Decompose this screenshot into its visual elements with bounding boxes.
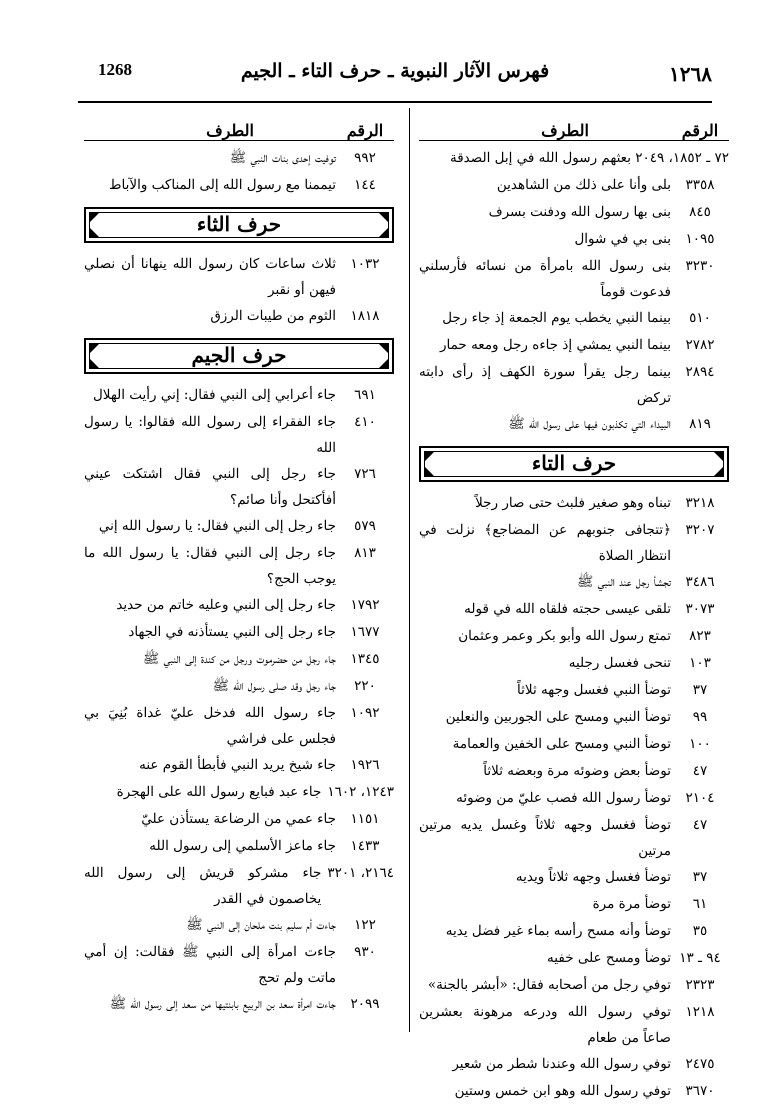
entry-text: توفي رسول الله ودرعه مرهونة بعشرين صاعاً من طعام: [419, 1004, 671, 1046]
entry-text: تلقى عيسى حجته فلقاه الله في قوله: [464, 601, 671, 617]
index-entry: [419, 650, 729, 677]
entry-text: توضأ وأنه مسح رأسه بماء غير فضل يديه: [445, 923, 671, 939]
index-entry: [419, 999, 729, 1051]
entry-number: ٩٩: [692, 709, 708, 725]
entry-text: تجشأ رجل عند النبي ﷺ: [577, 574, 671, 590]
entry-number: ٣٦٧٠: [685, 1083, 715, 1099]
header-rule: [78, 101, 712, 103]
index-entry: [419, 596, 729, 623]
section-title: حرف الثاء: [196, 212, 282, 236]
entry-text: ثلاث ساعات كان رسول الله ينهانا أن نصلي فيهن أو نقبر: [84, 256, 336, 298]
section-title: حرف التاء: [531, 451, 617, 475]
entry-number: ٥٧٩: [354, 518, 376, 534]
entry-text: بلى وأنا على ذلك من الشاهدين: [496, 177, 671, 193]
entry-number: ٨٢٣: [689, 628, 711, 644]
entry-number: ٦٩١: [354, 387, 376, 403]
entry-text: جاء رجل إلى النبي فقال: يا رسول الله ما يوجب الحج؟: [84, 545, 336, 587]
entry-number: ٨٤٥: [689, 204, 711, 220]
index-entry: [84, 779, 394, 806]
entry-text: الثوم من طيبات الرزق: [210, 308, 336, 324]
entry-number: ٣٥: [692, 923, 708, 939]
entry-number: ٤٧: [692, 817, 708, 833]
index-entry: [419, 332, 729, 359]
entry-number: ٩٤ ـ ١٣: [679, 950, 721, 966]
entry-text: جاء رجل إلى النبي فقال: يا رسول الله إني: [98, 518, 336, 534]
entry-text: تبناه وهو صغير فلبث حتى صار رجلاً: [475, 495, 671, 511]
entry-number: ٢١٠٤: [685, 790, 715, 806]
entry-number: ١٠٣: [689, 655, 711, 671]
index-entry: [419, 517, 729, 569]
entry-number: ٢٨٩٤: [685, 364, 715, 380]
entry-number: ٢٣٢٣: [685, 977, 715, 993]
entry-text: جاء ماعز الأسلمي إلى رسول الله: [149, 838, 336, 854]
entry-number: ١٢٢: [354, 917, 376, 933]
index-entry: [84, 172, 394, 199]
entry-text: توفيت إحدى بنات النبي ﷺ: [229, 150, 336, 166]
entry-text: جاء رجل وقد صلى رسول الله ﷺ: [212, 678, 336, 694]
entry-text: جاءت أم سليم بنت ملحان إلى النبي ﷺ: [186, 917, 336, 933]
column-divider: [409, 108, 410, 1032]
index-entry: [84, 860, 394, 912]
section-heading-taa: [419, 446, 729, 482]
page-number-arabic: ١٢٦٨: [669, 62, 712, 86]
entry-number: ٢٤٧٥: [685, 1056, 715, 1072]
index-entry: [84, 461, 394, 513]
entry-text: بينما رجل يقرأ سورة الكهف إذ رأى دابته تركض: [419, 364, 671, 406]
entry-text: توفي رجل من أصحابه فقال: «أبشر بالجنة»: [427, 977, 671, 993]
index-entry: [419, 623, 729, 650]
entry-text: جاء رجل من حضرموت ورجل من كندة إلى النبي ﷺ: [142, 651, 336, 667]
entry-number: ٧٢٦: [354, 466, 376, 482]
index-entry: [84, 673, 394, 700]
entry-number: ٢٢٠: [354, 678, 376, 694]
index-entry: [419, 945, 729, 972]
entry-text: جاء شيخ يريد النبي فأبطأ القوم عنه: [139, 757, 336, 773]
entry-number: ١٤٣٣: [350, 838, 380, 854]
index-entry: [84, 991, 394, 1018]
index-entry: [84, 700, 394, 752]
entry-number: ١٨١٨: [350, 308, 380, 324]
index-entry: [84, 409, 394, 461]
entry-number: ٦١: [692, 896, 708, 912]
entry-number: ٤١٠: [354, 414, 376, 430]
entry-number: ١٠٠: [689, 736, 711, 752]
index-entry: [84, 646, 394, 673]
entry-number: ٣٧: [692, 869, 708, 885]
entry-text: ﴿تتجافى جنوبهم عن المضاجع﴾ نزلت في انتظار الصلاة: [419, 522, 671, 564]
index-entry: [419, 891, 729, 918]
entry-number: ١٤٤: [354, 177, 376, 193]
entry-text: توضأ ومسح على خفيه: [547, 950, 671, 966]
entry-text: توضأ فغسل وجهه ثلاثاً ويديه: [515, 869, 671, 885]
entry-number: ٩٩٢: [354, 150, 376, 166]
entry-text: توفي رسول الله وعندنا شطر من شعير: [452, 1056, 671, 1072]
entry-number: ٤٧: [692, 763, 708, 779]
index-entry: [419, 704, 729, 731]
entry-number: ١٢١٨: [685, 1004, 715, 1020]
entry-text: بينما النبي يمشي إذ جاءه رجل ومعه حمار: [440, 337, 671, 353]
index-entry: [84, 833, 394, 860]
entry-number: ٩٣٠: [354, 944, 376, 960]
section-title: حرف الجيم: [191, 343, 287, 367]
index-entry: [84, 382, 394, 409]
entry-text: جاء أعرابي إلى النبي فقال: إني رأيت الهلال: [93, 387, 336, 403]
index-entry: [84, 513, 394, 540]
entry-number: ١٠٩٥: [685, 231, 715, 247]
entry-text: جاءت امرأة سعد بن الربيع بابنتيها من سعد إلى رسول الله ﷺ: [109, 996, 336, 1012]
entry-number: ٣٢١٨: [685, 495, 715, 511]
entry-number: ٨١٩: [689, 416, 711, 432]
entry-text: جاء رجل إلى النبي فقال اشتكت عيني أفأكتحل وأنا صائم؟: [84, 466, 336, 508]
entry-number: ٢٧٨٢: [685, 337, 715, 353]
right-column: [419, 112, 729, 1105]
text-heading: الطرف: [206, 121, 254, 140]
index-entry: [419, 359, 729, 411]
index-entry: [419, 812, 729, 864]
entry-number: ٣٠٧٣: [685, 601, 715, 617]
entry-text: جاء عمي من الرضاعة يستأذن عليّ: [141, 811, 336, 827]
entry-text: بنى رسول الله بامرأة من نسائه فأرسلني فدعوت قوماً: [419, 258, 671, 300]
entry-text: البيداء التي تكذبون فيها على رسول الله ﷺ: [508, 416, 671, 432]
left-column: [84, 112, 394, 1018]
index-entry: [419, 677, 729, 704]
entry-number: ٥١٠: [689, 310, 711, 326]
page-number-latin: 1268: [98, 60, 132, 79]
index-entry: [84, 912, 394, 939]
index-entry: [419, 305, 729, 332]
entry-text: تيممنا مع رسول الله إلى المناكب والآباط: [109, 177, 336, 193]
page-header: [78, 56, 712, 96]
entry-text: جاء رجل إلى النبي يستأذنه في الجهاد: [128, 624, 336, 640]
index-entry: [84, 303, 394, 330]
entry-number: ١٠٩٢: [350, 705, 380, 721]
index-entry: [419, 1078, 729, 1105]
entry-text: جاءت امرأة إلى النبي ﷺ فقالت: إن أمي ماتت ولم تحج: [84, 944, 336, 986]
entry-number: ٣٢٠٧: [685, 522, 715, 538]
section-heading-thaa: [84, 207, 394, 243]
page-title: فهرس الآثار النبوية ـ حرف التاء ـ الجيم: [240, 60, 550, 82]
index-entry: [419, 758, 729, 785]
index-entry: [419, 918, 729, 945]
entry-number: ١٠٣٢: [350, 256, 380, 272]
index-entry: [84, 251, 394, 303]
entry-text: بنى بي في شوال: [574, 231, 671, 247]
entry-text: توضأ النبي ومسح على الخفين والعمامة: [452, 736, 671, 752]
entry-text: ٧٢ ـ ١٨٥٢، ٢٠٤٩ بعثهم رسول الله في إبل الصدقة: [449, 150, 729, 166]
entry-number: ٨١٣: [354, 545, 376, 561]
entry-text: توضأ النبي فغسل وجهه ثلاثاً: [517, 682, 671, 698]
index-list: [84, 251, 394, 330]
entry-text: توضأ فغسل وجهه ثلاثاً وغسل يديه مرتين مرتين: [419, 817, 671, 859]
index-entry: [419, 253, 729, 305]
index-entry: [419, 972, 729, 999]
index-entry: [84, 939, 394, 991]
index-entry: [84, 619, 394, 646]
index-entry: [84, 752, 394, 779]
index-entry: [419, 490, 729, 517]
column-header: [419, 112, 729, 141]
entry-text: جاء عبد فبايع رسول الله على الهجرة: [116, 784, 322, 800]
entry-number: ٢٠٩٩: [350, 996, 380, 1012]
index-entry: [84, 145, 394, 172]
index-entry: [419, 569, 729, 596]
index-entry: [84, 540, 394, 592]
text-heading: الطرف: [541, 121, 589, 140]
entry-number: ٣٧: [692, 682, 708, 698]
entry-number: ١٣٤٥: [350, 651, 380, 667]
entry-number: ٣٢٣٠: [685, 258, 715, 274]
number-heading: الرقم: [681, 121, 719, 140]
index-entry: [419, 226, 729, 253]
entry-text: جاء رسول الله فدخل عليّ غداة بُنِيَ بي فجلس على فراشي: [84, 705, 336, 747]
entry-text: توفي رسول الله وهو ابن خمس وستين: [454, 1083, 671, 1099]
index-entry: [419, 172, 729, 199]
number-heading: الرقم: [346, 121, 384, 140]
entry-text: توضأ مرة مرة: [592, 896, 671, 912]
index-entry: [419, 731, 729, 758]
entry-text: تنحى فغسل رجليه: [568, 655, 671, 671]
entry-number: ٣٣٥٨: [685, 177, 715, 193]
index-list: [419, 145, 729, 438]
entry-number: ٢١٦٤، ٣٢٠١: [327, 865, 394, 881]
entry-number: ١٦٧٧: [350, 624, 380, 640]
index-list: [84, 382, 394, 1018]
entry-text: جاء الفقراء إلى رسول الله فقالوا: يا رسول الله: [84, 414, 336, 456]
entry-text: جاء مشركو قريش إلى رسول الله يخاصمون في القدر: [84, 865, 322, 907]
entry-number: ١٩٢٦: [350, 757, 380, 773]
entry-text: بنى بها رسول الله ودفنت بسرف: [488, 204, 671, 220]
entry-number: ٣٤٨٦: [685, 574, 715, 590]
entry-number: ١٧٩٢: [350, 597, 380, 613]
index-entry: [419, 1051, 729, 1078]
index-entry: [419, 864, 729, 891]
column-header: [84, 112, 394, 141]
entry-text: تمتع رسول الله وأبو بكر وعمر وعثمان: [458, 628, 671, 644]
entry-text: بينما النبي يخطب يوم الجمعة إذ جاء رجل: [442, 310, 671, 326]
entry-text: توضأ رسول الله فصب عليّ من وضوئه: [456, 790, 671, 806]
index-entry: [419, 145, 729, 172]
index-entry: [84, 592, 394, 619]
index-entry: [419, 785, 729, 812]
entry-text: توضأ النبي ومسح على الجوربين والنعلين: [445, 709, 671, 725]
entry-number: ١٢٤٣، ١٦٠٢: [327, 784, 394, 800]
index-list: [84, 145, 394, 199]
index-entry: [84, 806, 394, 833]
index-list: [419, 490, 729, 1105]
index-entry: [419, 199, 729, 226]
index-entry: [419, 411, 729, 438]
entry-text: جاء رجل إلى النبي وعليه خاتم من حديد: [116, 597, 336, 613]
section-heading-jeem: [84, 338, 394, 374]
entry-text: توضأ بعض وضوئه مرة وبعضه ثلاثاً: [483, 763, 671, 779]
entry-number: ١١٥١: [350, 811, 380, 827]
